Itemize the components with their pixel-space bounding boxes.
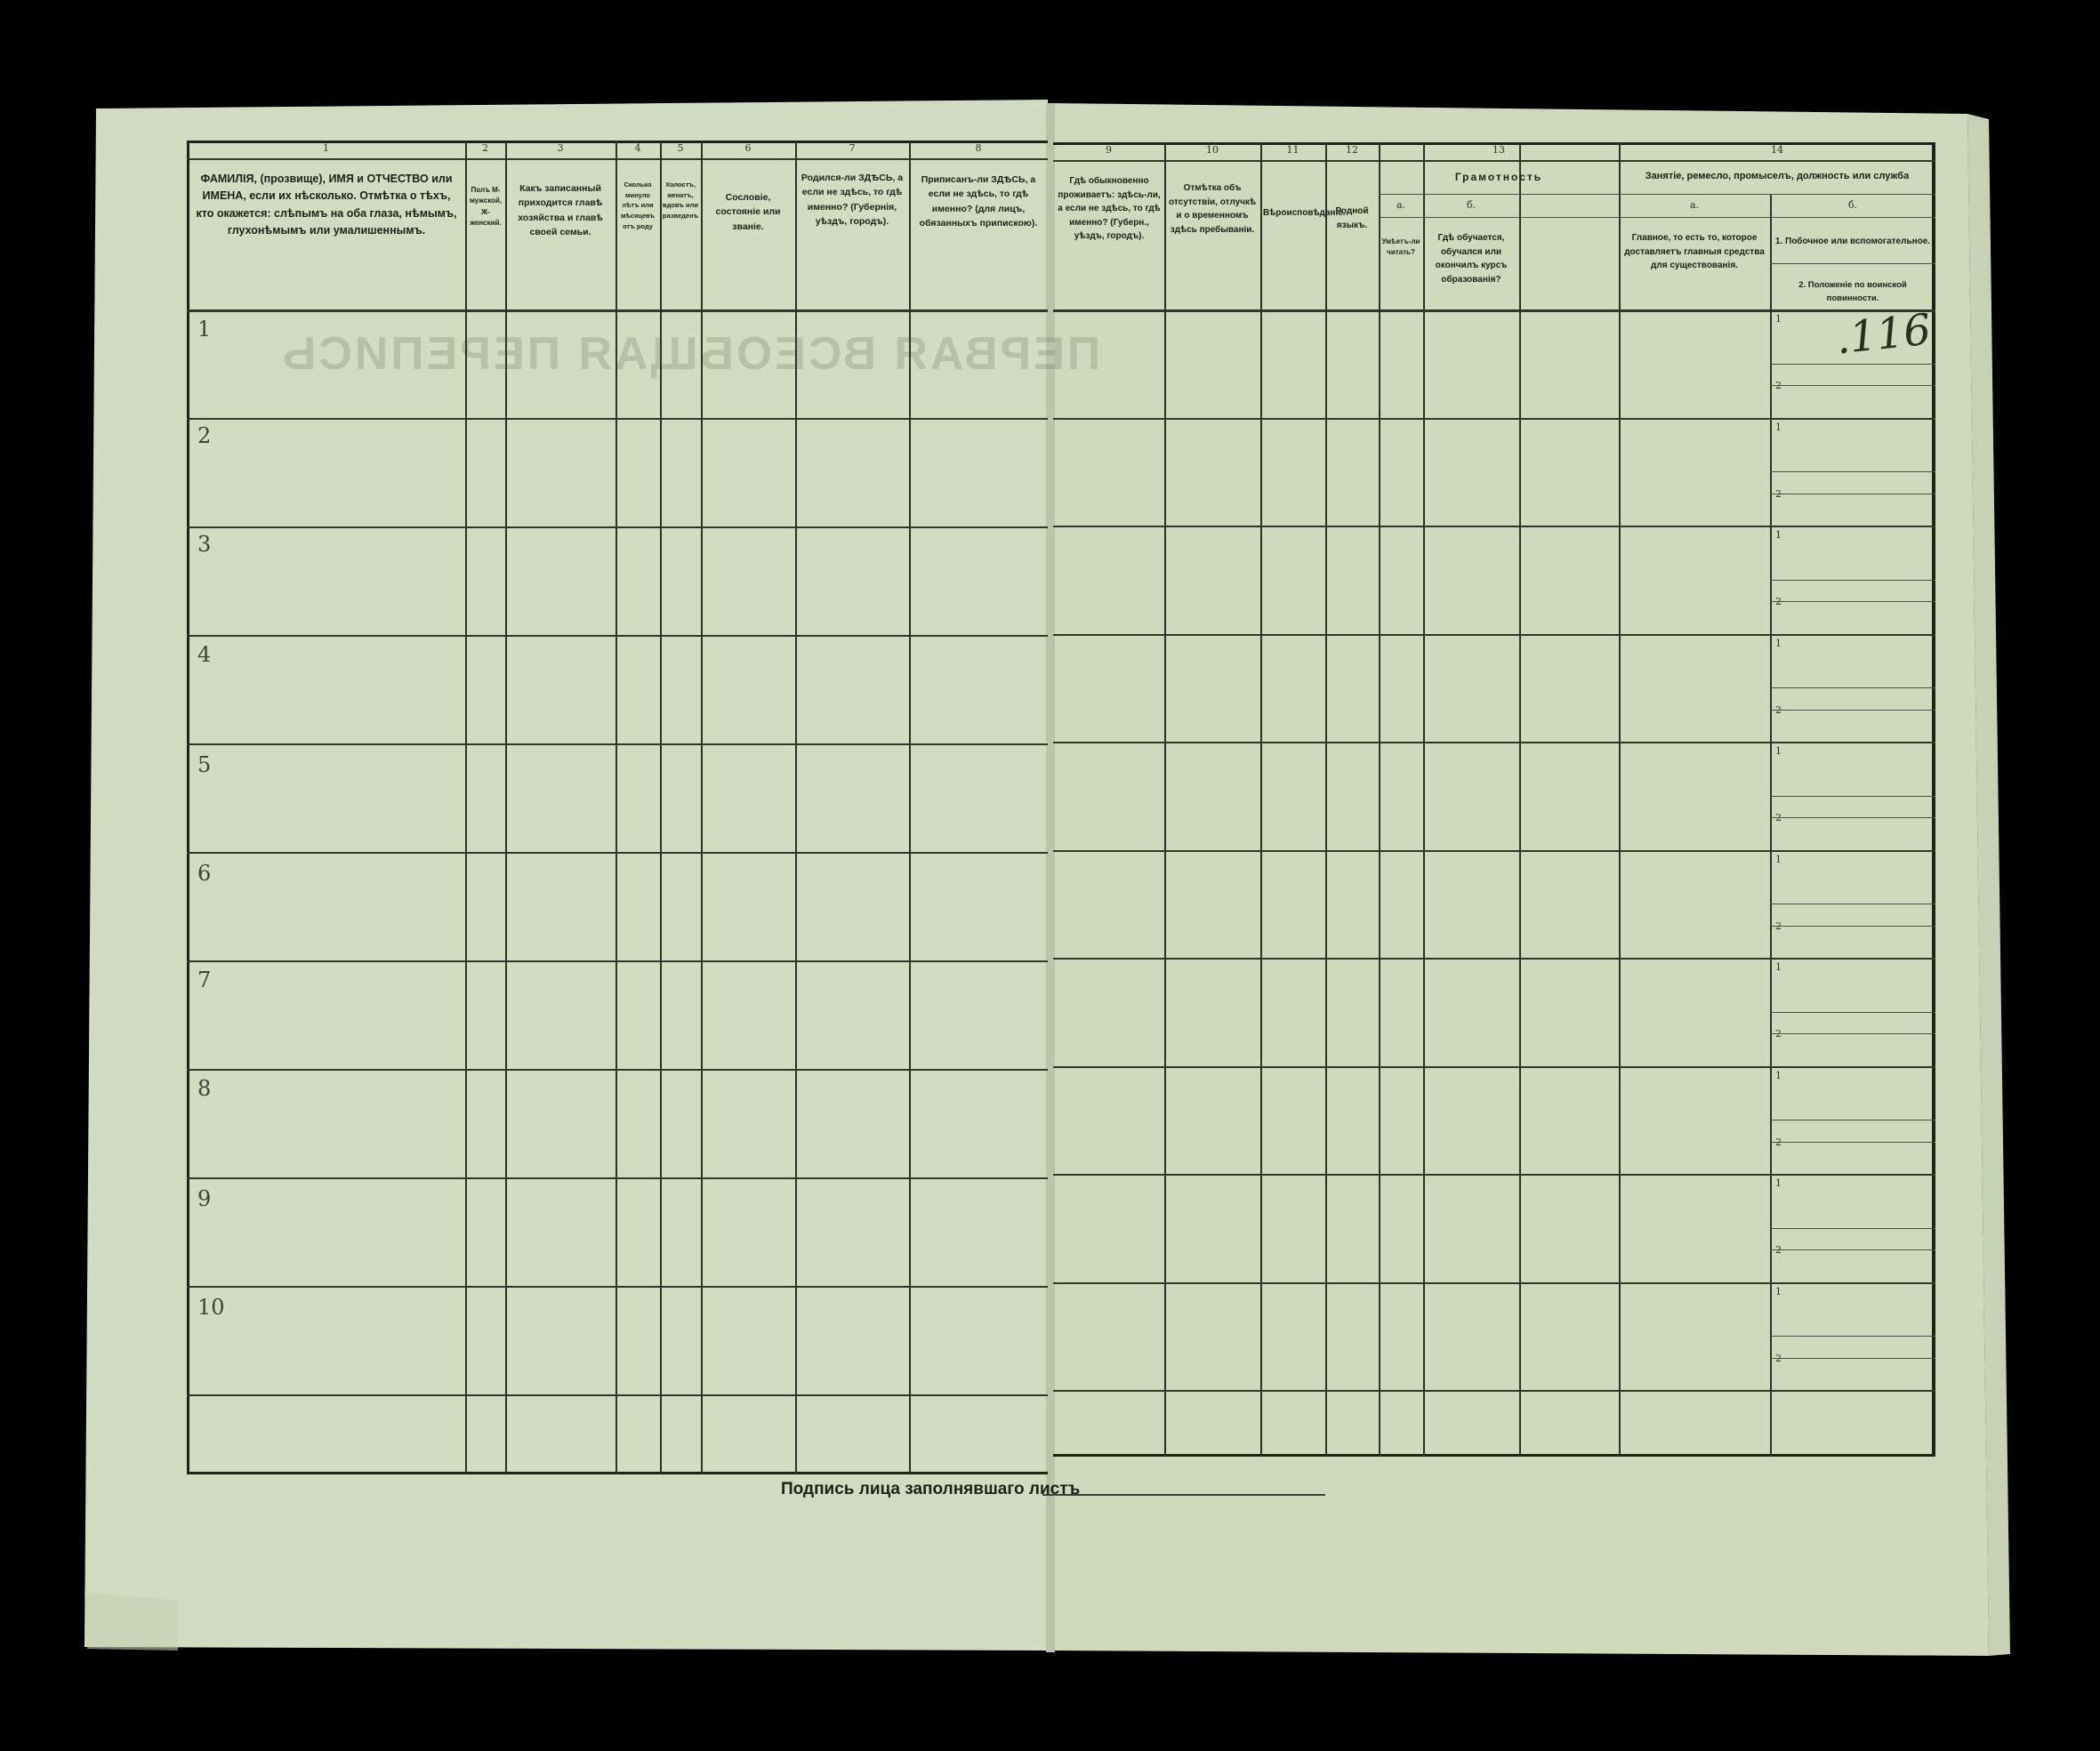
row-rule [1053, 1282, 1935, 1284]
group-rule [1379, 217, 1935, 218]
col-divider [1164, 142, 1166, 1457]
row-rule [187, 1394, 1048, 1396]
row-number: 3 [197, 532, 212, 557]
row-rule [1053, 850, 1935, 852]
occupation-subline-number: 1 [1775, 1285, 1782, 1297]
bleed-through-text: ПЕРВАЯ ВСЕОБЩАЯ ПЕРЕПИСЬ [280, 328, 1101, 380]
row-number: 2 [197, 423, 212, 448]
handwritten-sheet-number: .116 [1833, 304, 1934, 365]
row-rule [187, 743, 1048, 745]
column-number-strip [1053, 160, 1935, 162]
column-number: 13 [1493, 144, 1505, 156]
column-number: 14 [1771, 144, 1783, 156]
signature-line [1042, 1494, 1325, 1496]
occupation-subrow-rule [1770, 471, 1935, 472]
header-residence: Гдѣ обыкновенно проживаетъ: здѣсь-ли, а если не здѣсь, то гдѣ именно? (Губерн., уѣздъ, городъ). [1058, 176, 1161, 241]
occupation-subrow-rule [1770, 926, 1935, 927]
occupation-subline-number: 1 [1775, 745, 1782, 757]
col-divider [616, 141, 617, 1474]
header-can-read: Умѣетъ-ли читать? [1381, 237, 1420, 257]
header-marital: Холостъ, женатъ, вдовъ или разведенъ [662, 181, 699, 220]
col-divider [1325, 142, 1327, 1457]
group-rule [1619, 194, 1935, 195]
occupation-subrow-rule [1770, 1336, 1935, 1337]
signature-label: Подпись лица заполнявшаго листъ [781, 1480, 1081, 1498]
column-number: 1 [323, 142, 329, 154]
row-number: 6 [197, 861, 212, 886]
column-number: 9 [1106, 144, 1112, 156]
header-military-status: 2. Положеніе по воинской повинности. [1798, 280, 1907, 303]
col-divider [505, 141, 507, 1474]
occupation-subrow-rule [1770, 1012, 1935, 1013]
column-number: 7 [849, 142, 856, 154]
occupation-subrow-rule [1770, 817, 1935, 818]
left-page [187, 141, 1048, 1474]
occupation-subrow-rule [1770, 710, 1935, 711]
column-number-strip [187, 158, 1048, 160]
column-number: 12 [1346, 144, 1358, 156]
header-relation: Какъ записанный приходится главѣ хозяйства и главѣ своей семьи. [518, 183, 603, 237]
header-estate: Сословіе, состояніе или званіе. [715, 192, 781, 232]
right-table-frame [1053, 142, 1935, 1457]
column-number: 11 [1286, 144, 1299, 156]
occupation-subline-number: 2 [1775, 487, 1782, 500]
col-divider [660, 141, 662, 1474]
row-rule [1053, 1066, 1935, 1068]
occupation-subline-number: 2 [1775, 703, 1782, 716]
header-name: ФАМИЛІЯ, (прозвище), ИМЯ и ОТЧЕСТВО или ИМЕНА, если их нѣсколько. Отмѣтка о тѣхъ, кто окажется: слѣпымъ на оба глаза, нѣмымъ, глухонѣмымъ или умалишеннымъ. [196, 173, 457, 237]
row-rule [187, 960, 1048, 962]
header-secondary-occupation: 1. Побочное или вспомогательное. [1774, 237, 1931, 246]
occupation-subrow-rule [1770, 796, 1935, 797]
header-age: Сколько минуло лѣтъ или мѣсяцевъ отъ роду [620, 181, 656, 230]
header-registration: Приписанъ-ли ЗДѢСЬ, а если не здѣсь, то гдѣ именно? (для лицъ, обязанныхъ припискою). [919, 174, 1038, 229]
column-number: 10 [1206, 144, 1219, 156]
occupation-group-header: Занятіе, ремесло, промыселъ, должность или служба [1645, 171, 1910, 181]
col-divider [1260, 142, 1262, 1457]
sub-letter: а. [1689, 199, 1700, 211]
row-rule [1053, 1174, 1935, 1176]
occupation-subline-number: 1 [1775, 853, 1782, 865]
row-number: 9 [197, 1186, 212, 1211]
left-table-frame [187, 141, 1048, 1474]
occupation-subline-number: 1 [1775, 1069, 1782, 1081]
row-number: 1 [197, 317, 212, 341]
col-divider [1519, 194, 1521, 1457]
occupation-subline-number: 1 [1775, 421, 1782, 433]
header-birthplace: Родился-ли ЗДѢСЬ, а если не здѣсь, то гдѣ именно? (Губернія, уѣздъ, городъ). [801, 173, 904, 227]
occupation-subline-number: 1 [1775, 529, 1782, 541]
row-rule [1053, 742, 1935, 743]
occupation-subline-number: 2 [1775, 1352, 1782, 1364]
header-sex: Полъ М-мужской, Ж-женский. [469, 186, 503, 228]
occupation-subline-number: 1 [1775, 313, 1782, 325]
group-rule [1379, 194, 1619, 195]
column-number: 5 [677, 142, 684, 154]
column-number: 2 [482, 142, 488, 154]
occupation-subline-number: 1 [1775, 961, 1782, 973]
occupation-subrow-rule [1770, 601, 1935, 602]
occupation-subline-number: 1 [1775, 1177, 1782, 1189]
row-number: 4 [197, 642, 212, 667]
col-divider [795, 141, 797, 1474]
column-number: 4 [634, 142, 641, 154]
occupation-subrow-rule [1770, 1142, 1935, 1143]
header-education: Гдѣ обучается, обучался или окончилъ курсъ образованія? [1435, 233, 1508, 285]
col-divider [1379, 142, 1380, 1457]
occupation-subrow-rule [1770, 385, 1935, 386]
row-rule [1053, 526, 1935, 527]
row-rule [1053, 418, 1935, 420]
row-rule [187, 852, 1048, 854]
occupation-subline-number: 2 [1775, 920, 1782, 932]
row-rule [187, 1177, 1048, 1179]
header-bottom-rule [187, 309, 1048, 312]
occupation-subline-number: 2 [1775, 1244, 1782, 1257]
header-religion: Вѣроисповѣданіе. [1263, 208, 1346, 218]
occupation-subrow-rule [1770, 364, 1935, 365]
col-divider [1423, 142, 1425, 1457]
occupation-subrow-rule [1770, 1249, 1935, 1250]
row-rule [1053, 958, 1935, 960]
occupation-subrow-rule [1770, 1358, 1935, 1359]
right-page [1053, 142, 1935, 1457]
occupation-subline-number: 2 [1775, 596, 1782, 608]
literacy-group-header: Грамотность [1454, 171, 1543, 183]
header-native-language: Родной языкъ. [1335, 206, 1369, 230]
header-absence: Отмѣтка объ отсутствіи, отлучкѣ и о временномъ здѣсь пребываніи. [1169, 183, 1256, 235]
occupation-subline-number: 2 [1775, 812, 1782, 824]
col-divider [1770, 194, 1772, 1457]
sub-letter: б. [1847, 199, 1858, 211]
column-number: 8 [975, 142, 982, 154]
header-main-occupation: Главное, то есть то, которое доставляетъ главныя средства для существованія. [1624, 233, 1765, 270]
col-divider [701, 141, 703, 1474]
row-rule [1053, 634, 1935, 636]
occupation-subline-number: 2 [1775, 380, 1782, 392]
row-rule [187, 418, 1048, 420]
occupation-subrow-rule [1770, 1228, 1935, 1229]
row-rule [187, 635, 1048, 637]
column-number: 3 [557, 142, 564, 154]
row-rule [187, 1286, 1048, 1288]
col-divider [465, 141, 467, 1474]
row-number: 8 [197, 1076, 212, 1101]
row-number: 7 [197, 968, 212, 992]
row-rule [187, 526, 1048, 528]
col-divider [1619, 142, 1621, 1457]
row-number: 5 [197, 752, 212, 777]
occupation-split-rule [1770, 263, 1935, 264]
occupation-subline-number: 2 [1775, 1028, 1782, 1040]
row-rule [187, 1069, 1048, 1071]
column-number: 6 [744, 142, 752, 154]
occupation-subrow-rule [1770, 687, 1935, 688]
sub-letter: б. [1466, 199, 1476, 211]
occupation-subrow-rule [1770, 1033, 1935, 1034]
occupation-subline-number: 1 [1775, 637, 1782, 649]
sub-letter: а. [1396, 199, 1406, 211]
row-rule [1053, 1390, 1935, 1392]
occupation-subline-number: 2 [1775, 1136, 1782, 1148]
header-bottom-rule [1053, 309, 1935, 312]
occupation-subrow-rule [1770, 580, 1935, 581]
col-divider [909, 141, 911, 1474]
row-number: 10 [197, 1295, 225, 1320]
